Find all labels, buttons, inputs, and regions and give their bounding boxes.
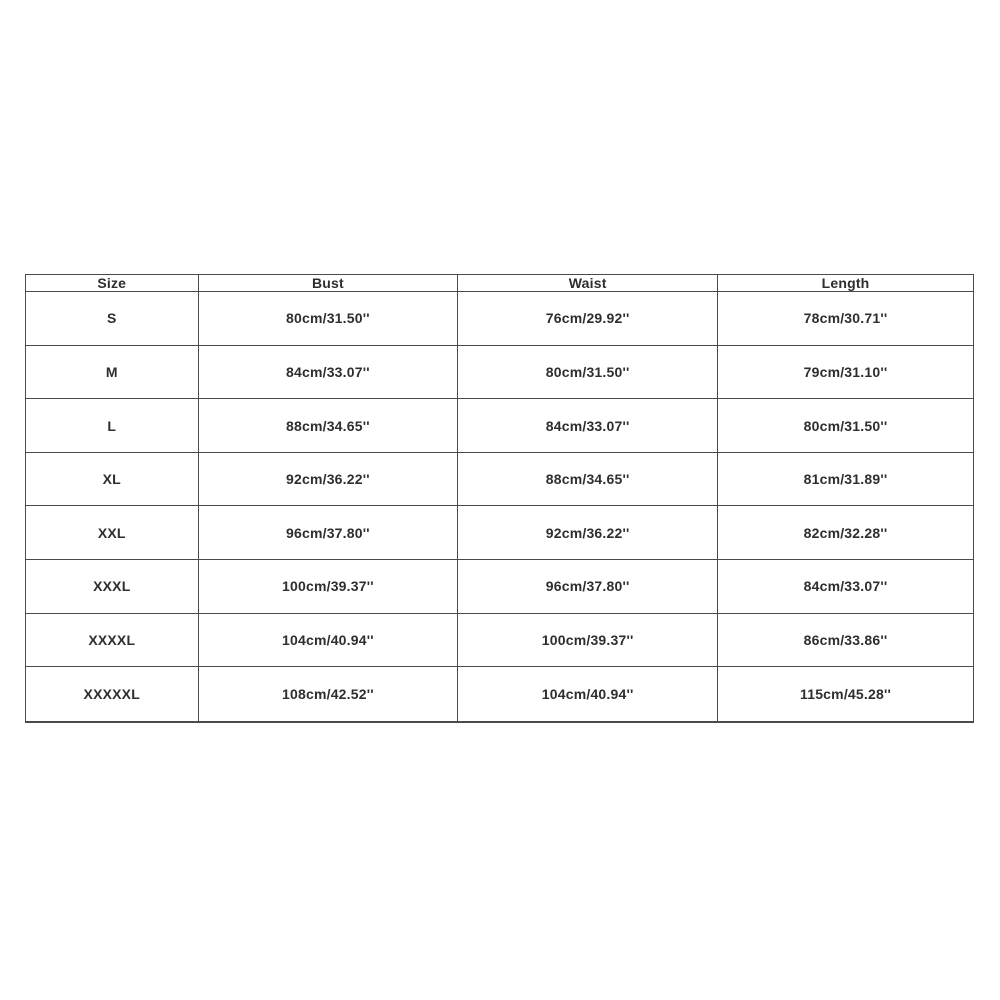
bust-cell: 100cm/39.37'' <box>198 560 458 614</box>
waist-cell: 84cm/33.07'' <box>458 399 718 453</box>
column-header-length: Length <box>718 275 974 292</box>
table-row-xxxxl <box>26 613 974 667</box>
waist-cell: 104cm/40.94'' <box>458 667 718 722</box>
column-header-size: Size <box>26 275 199 292</box>
length-cell: 84cm/33.07'' <box>718 560 974 614</box>
size-cell: S <box>26 292 199 346</box>
table-row-xxl <box>26 506 974 560</box>
size-chart-table <box>25 274 974 723</box>
size-cell: L <box>26 399 199 453</box>
size-cell: M <box>26 345 199 399</box>
size-cell: XXL <box>26 506 199 560</box>
waist-cell: 76cm/29.92'' <box>458 292 718 346</box>
table-row-xxxl <box>26 560 974 614</box>
length-cell: 80cm/31.50'' <box>718 399 974 453</box>
table-row-l <box>26 399 974 453</box>
column-header-waist: Waist <box>458 275 718 292</box>
bust-cell: 108cm/42.52'' <box>198 667 458 722</box>
column-header-bust: Bust <box>198 275 458 292</box>
bust-cell: 88cm/34.65'' <box>198 399 458 453</box>
table-row-m <box>26 345 974 399</box>
waist-cell: 92cm/36.22'' <box>458 506 718 560</box>
size-cell: XXXXL <box>26 613 199 667</box>
bust-cell: 104cm/40.94'' <box>198 613 458 667</box>
waist-cell: 88cm/34.65'' <box>458 452 718 506</box>
table-row-xxxxxl <box>26 667 974 722</box>
bust-cell: 96cm/37.80'' <box>198 506 458 560</box>
size-cell: XXXXXL <box>26 667 199 722</box>
length-cell: 78cm/30.71'' <box>718 292 974 346</box>
size-cell: XXXL <box>26 560 199 614</box>
table-header-row <box>26 275 974 292</box>
length-cell: 86cm/33.86'' <box>718 613 974 667</box>
bust-cell: 84cm/33.07'' <box>198 345 458 399</box>
bust-cell: 80cm/31.50'' <box>198 292 458 346</box>
table-row-xl <box>26 452 974 506</box>
length-cell: 79cm/31.10'' <box>718 345 974 399</box>
waist-cell: 100cm/39.37'' <box>458 613 718 667</box>
length-cell: 115cm/45.28'' <box>718 667 974 722</box>
bust-cell: 92cm/36.22'' <box>198 452 458 506</box>
length-cell: 81cm/31.89'' <box>718 452 974 506</box>
table-row-s <box>26 292 974 346</box>
length-cell: 82cm/32.28'' <box>718 506 974 560</box>
waist-cell: 96cm/37.80'' <box>458 560 718 614</box>
size-cell: XL <box>26 452 199 506</box>
waist-cell: 80cm/31.50'' <box>458 345 718 399</box>
